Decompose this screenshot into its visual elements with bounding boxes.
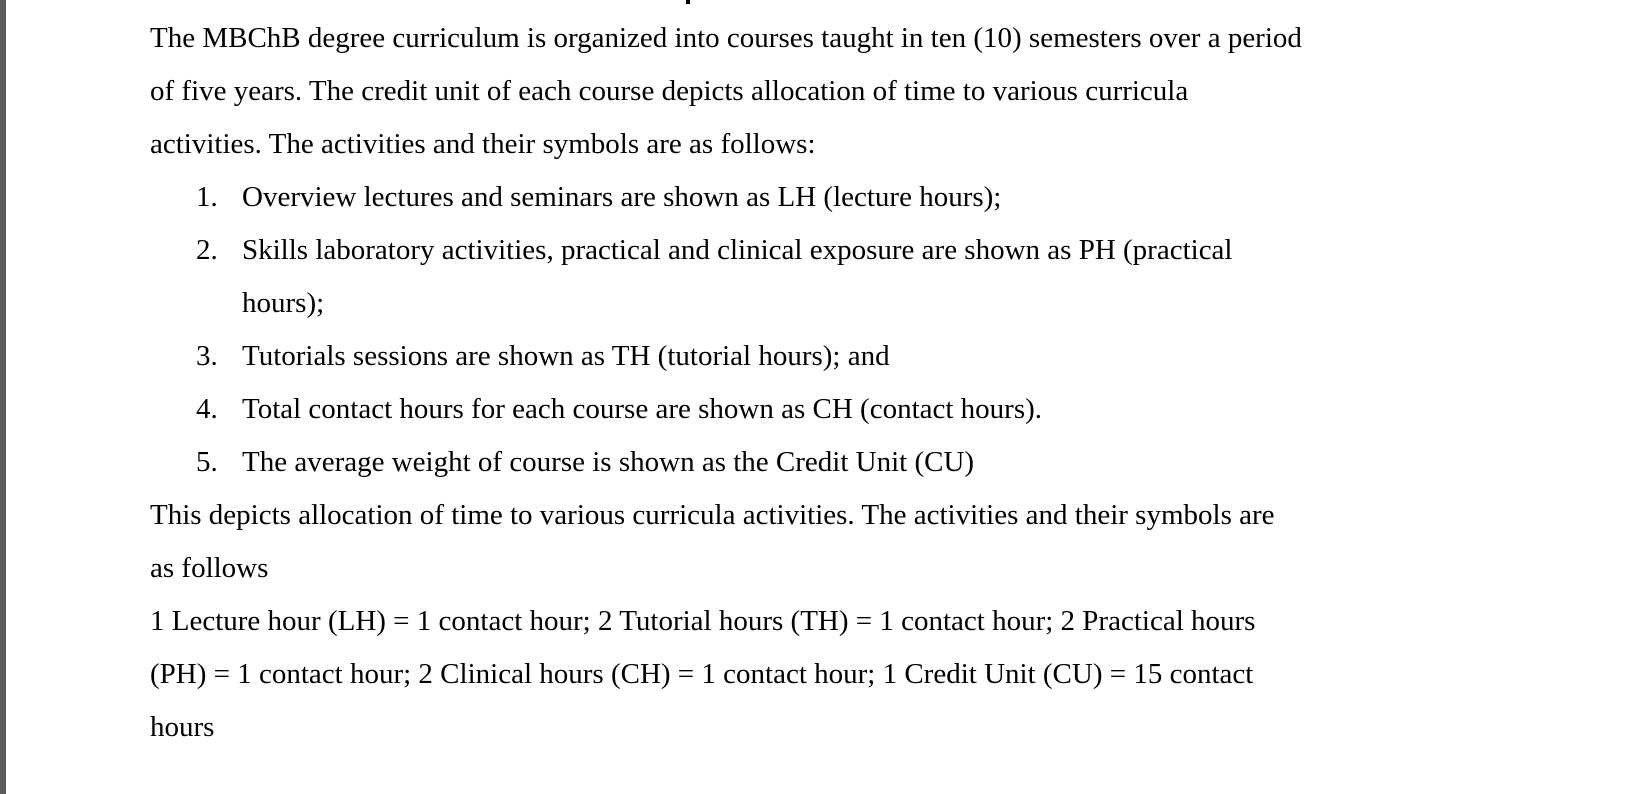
list-item-number: 3.	[196, 340, 218, 372]
list-item-text: Overview lectures and seminars are shown as LH (lecture hours);	[242, 181, 1002, 213]
equivalence-line-1: 1 Lecture hour (LH) = 1 contact hour; 2 Tutorial hours (TH) = 1 contact hour; 2 Practical hours	[150, 605, 1256, 637]
list-item-text: Skills laboratory activities, practical and clinical exposure are shown as PH (practical	[242, 234, 1233, 266]
summary-line-1: This depicts allocation of time to various curricula activities. The activities and their symbols are	[150, 499, 1275, 531]
list-item-number: 1.	[196, 181, 218, 213]
summary-line-2: as follows	[150, 552, 269, 584]
document-page	[6, 0, 1634, 794]
equivalence-line-3: hours	[150, 711, 215, 743]
list-item-number: 5.	[196, 446, 218, 478]
intro-line-1: The MBChB degree curriculum is organized into courses taught in ten (10) semesters over a period	[150, 22, 1302, 54]
intro-line-3: activities. The activities and their symbols are as follows:	[150, 128, 816, 160]
list-item-continuation: hours);	[242, 287, 325, 319]
intro-line-2: of five years. The credit unit of each course depicts allocation of time to various curricula	[150, 75, 1189, 107]
list-item-number: 4.	[196, 393, 218, 425]
list-item-number: 2.	[196, 234, 218, 266]
list-item-text: The average weight of course is shown as the Credit Unit (CU)	[242, 446, 975, 478]
list-item-text: Total contact hours for each course are shown as CH (contact hours).	[242, 393, 1043, 425]
list-item-text: Tutorials sessions are shown as TH (tutorial hours); and	[242, 340, 890, 372]
clipped-text-fragment	[686, 0, 690, 4]
equivalence-line-2: (PH) = 1 contact hour; 2 Clinical hours (CH) = 1 contact hour; 1 Credit Unit (CU) = 15 contact	[150, 658, 1254, 690]
